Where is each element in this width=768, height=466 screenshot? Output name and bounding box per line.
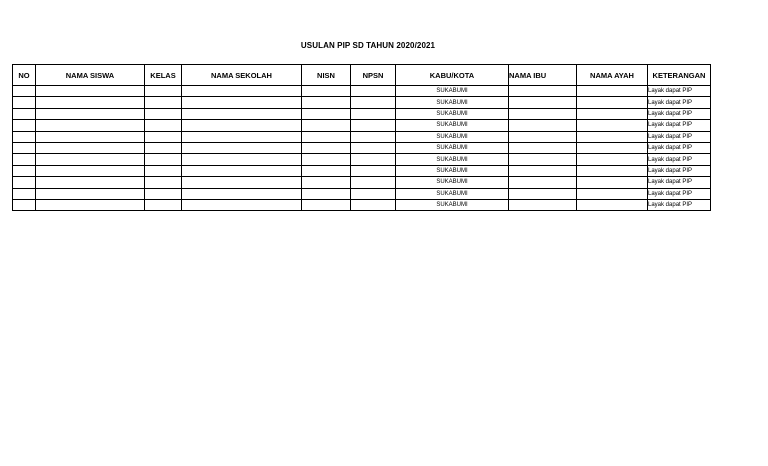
cell-nama-sekolah [182, 120, 302, 131]
cell-keterangan: Layak dapat PIP [648, 177, 711, 188]
cell-nisn [302, 188, 351, 199]
table-row [13, 188, 711, 199]
cell-no [13, 86, 36, 97]
document-title: USULAN PIP SD TAHUN 2020/2021 [300, 41, 436, 50]
header-nama-siswa: NAMA SISWA [36, 65, 145, 86]
cell-kabu-kota: SUKABUMI [396, 120, 509, 131]
cell-keterangan: Layak dapat PIP [648, 154, 711, 165]
cell-kabu-kota: SUKABUMI [396, 199, 509, 210]
cell-nama-ayah [577, 142, 648, 153]
cell-keterangan: Layak dapat PIP [648, 188, 711, 199]
cell-nama-ayah [577, 120, 648, 131]
cell-nama-ayah [577, 188, 648, 199]
header-nama-ibu: NAMA IBU [509, 65, 577, 86]
cell-kabu-kota: SUKABUMI [396, 154, 509, 165]
cell-no [13, 154, 36, 165]
table-row [13, 120, 711, 131]
cell-keterangan: Layak dapat PIP [648, 131, 711, 142]
table-row [13, 97, 711, 108]
cell-keterangan: Layak dapat PIP [648, 199, 711, 210]
table-row [13, 142, 711, 153]
cell-nama-siswa [36, 86, 145, 97]
cell-nama-sekolah [182, 154, 302, 165]
cell-nisn [302, 131, 351, 142]
cell-nama-ayah [577, 154, 648, 165]
cell-kelas [145, 199, 182, 210]
cell-nama-ibu [509, 108, 577, 119]
cell-nisn [302, 120, 351, 131]
cell-kabu-kota: SUKABUMI [396, 86, 509, 97]
cell-kabu-kota: SUKABUMI [396, 142, 509, 153]
cell-nama-ibu [509, 188, 577, 199]
cell-keterangan: Layak dapat PIP [648, 86, 711, 97]
cell-kabu-kota: SUKABUMI [396, 188, 509, 199]
cell-nama-ayah [577, 97, 648, 108]
cell-kabu-kota: SUKABUMI [396, 97, 509, 108]
cell-npsn [351, 154, 396, 165]
cell-no [13, 108, 36, 119]
cell-nama-ayah [577, 86, 648, 97]
cell-nama-ayah [577, 165, 648, 176]
cell-nama-sekolah [182, 142, 302, 153]
header-row [13, 65, 711, 86]
cell-nama-ibu [509, 177, 577, 188]
cell-keterangan: Layak dapat PIP [648, 142, 711, 153]
header-kabu-kota: KABU/KOTA [396, 65, 509, 86]
cell-kelas [145, 108, 182, 119]
cell-npsn [351, 188, 396, 199]
table-row [13, 177, 711, 188]
cell-nisn [302, 177, 351, 188]
header-nama-sekolah: NAMA SEKOLAH [182, 65, 302, 86]
cell-nama-ibu [509, 165, 577, 176]
header-keterangan: KETERANGAN [648, 65, 711, 86]
cell-nama-siswa [36, 142, 145, 153]
header-npsn: NPSN [351, 65, 396, 86]
table-row [13, 86, 711, 97]
cell-nama-sekolah [182, 188, 302, 199]
cell-nama-sekolah [182, 86, 302, 97]
cell-no [13, 199, 36, 210]
cell-npsn [351, 86, 396, 97]
cell-nama-sekolah [182, 108, 302, 119]
cell-no [13, 177, 36, 188]
cell-nama-ayah [577, 199, 648, 210]
cell-nama-ayah [577, 108, 648, 119]
cell-nama-siswa [36, 120, 145, 131]
cell-kelas [145, 165, 182, 176]
cell-kabu-kota: SUKABUMI [396, 108, 509, 119]
cell-kelas [145, 177, 182, 188]
cell-kelas [145, 97, 182, 108]
pip-table [12, 64, 711, 211]
cell-nisn [302, 154, 351, 165]
cell-npsn [351, 97, 396, 108]
cell-no [13, 131, 36, 142]
cell-nama-sekolah [182, 165, 302, 176]
cell-npsn [351, 142, 396, 153]
table-row [13, 154, 711, 165]
cell-npsn [351, 165, 396, 176]
cell-nisn [302, 165, 351, 176]
cell-nama-ibu [509, 199, 577, 210]
cell-nama-sekolah [182, 131, 302, 142]
table-row [13, 131, 711, 142]
cell-kelas [145, 131, 182, 142]
cell-no [13, 97, 36, 108]
cell-kelas [145, 188, 182, 199]
cell-nisn [302, 199, 351, 210]
cell-nama-siswa [36, 108, 145, 119]
cell-nama-ibu [509, 142, 577, 153]
table-body [13, 86, 711, 211]
cell-no [13, 188, 36, 199]
cell-nama-sekolah [182, 97, 302, 108]
cell-nama-siswa [36, 131, 145, 142]
cell-kelas [145, 120, 182, 131]
cell-nama-ibu [509, 131, 577, 142]
cell-nama-ibu [509, 97, 577, 108]
header-kelas: KELAS [145, 65, 182, 86]
cell-kabu-kota: SUKABUMI [396, 131, 509, 142]
cell-kelas [145, 86, 182, 97]
header-nisn: NISN [302, 65, 351, 86]
cell-keterangan: Layak dapat PIP [648, 97, 711, 108]
cell-nama-sekolah [182, 199, 302, 210]
cell-nama-ibu [509, 86, 577, 97]
cell-nama-ayah [577, 131, 648, 142]
cell-nama-ibu [509, 154, 577, 165]
cell-nama-siswa [36, 154, 145, 165]
cell-nama-siswa [36, 97, 145, 108]
cell-keterangan: Layak dapat PIP [648, 120, 711, 131]
cell-no [13, 165, 36, 176]
cell-no [13, 142, 36, 153]
cell-keterangan: Layak dapat PIP [648, 165, 711, 176]
cell-kabu-kota: SUKABUMI [396, 177, 509, 188]
cell-nama-ayah [577, 177, 648, 188]
cell-nama-siswa [36, 199, 145, 210]
cell-nisn [302, 97, 351, 108]
cell-kabu-kota: SUKABUMI [396, 165, 509, 176]
table-row [13, 108, 711, 119]
cell-nisn [302, 142, 351, 153]
cell-nisn [302, 86, 351, 97]
cell-nama-ibu [509, 120, 577, 131]
cell-npsn [351, 108, 396, 119]
header-no: NO [13, 65, 36, 86]
cell-npsn [351, 120, 396, 131]
cell-kelas [145, 142, 182, 153]
cell-nama-siswa [36, 177, 145, 188]
cell-keterangan: Layak dapat PIP [648, 108, 711, 119]
cell-no [13, 120, 36, 131]
cell-npsn [351, 199, 396, 210]
cell-nama-siswa [36, 165, 145, 176]
header-nama-ayah: NAMA AYAH [577, 65, 648, 86]
cell-nama-sekolah [182, 177, 302, 188]
table-row [13, 165, 711, 176]
table-row [13, 199, 711, 210]
cell-kelas [145, 154, 182, 165]
cell-nama-siswa [36, 188, 145, 199]
cell-npsn [351, 131, 396, 142]
cell-npsn [351, 177, 396, 188]
cell-nisn [302, 108, 351, 119]
